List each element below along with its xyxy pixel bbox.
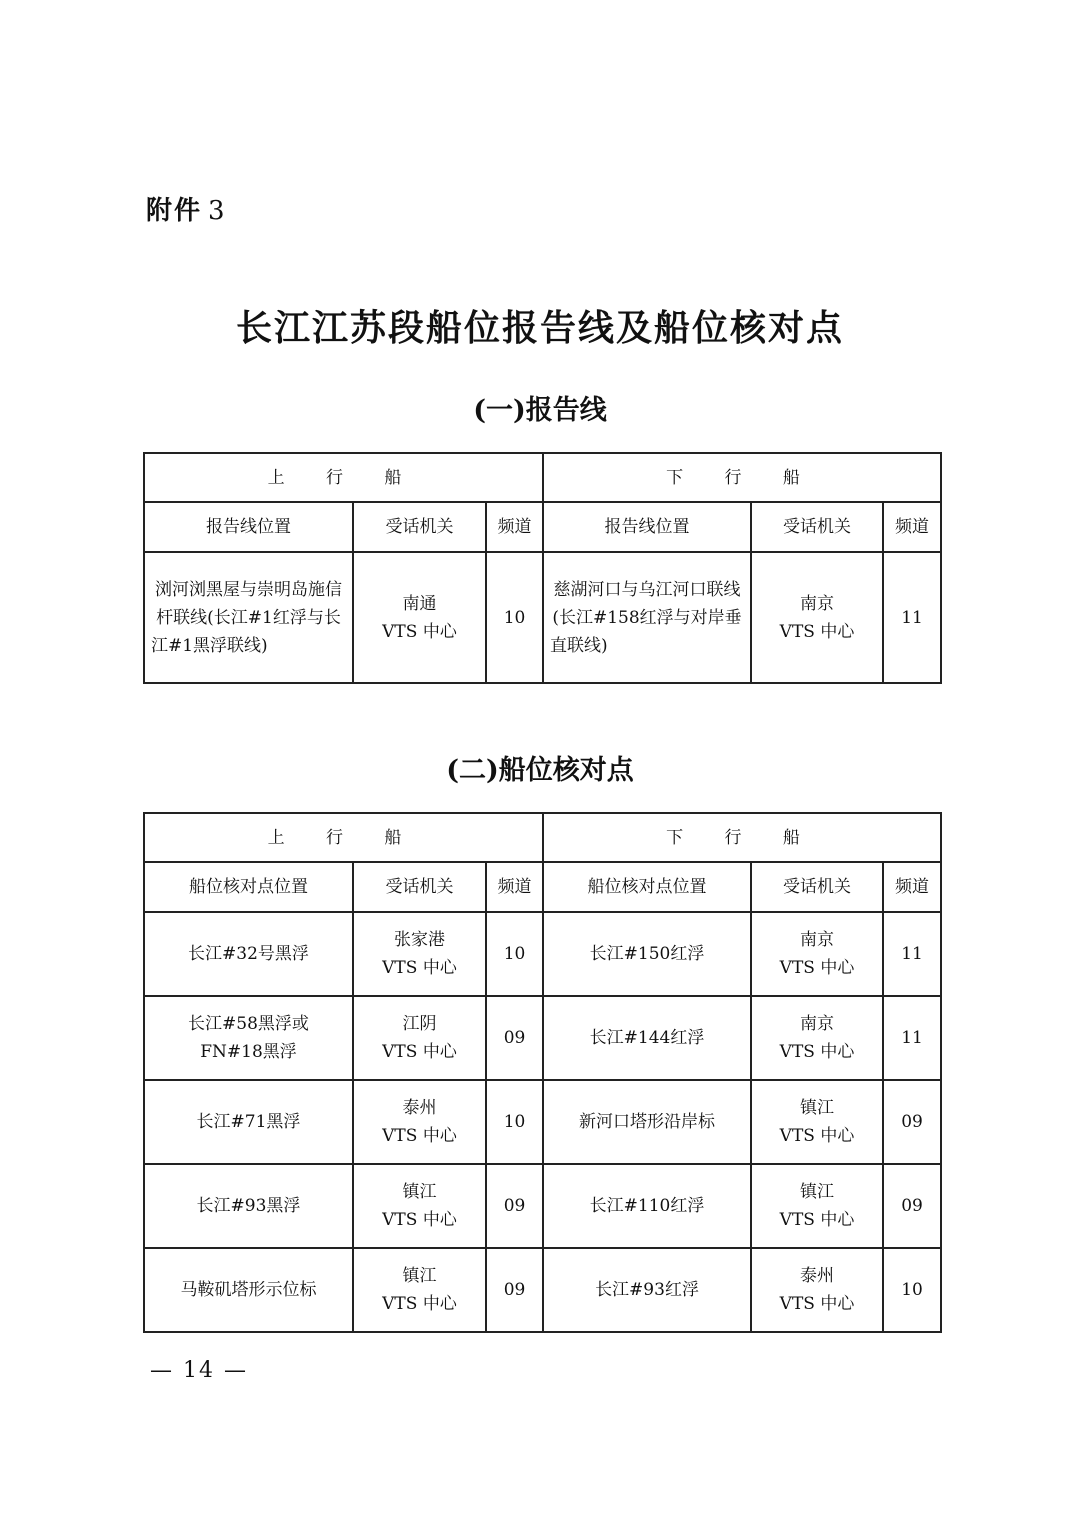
table-row	[144, 1164, 941, 1248]
up-station: 镇江 VTS 中心	[353, 1164, 486, 1248]
column-header-row	[144, 862, 941, 912]
checkpoint-table	[143, 812, 942, 1333]
down-station: 镇江 VTS 中心	[751, 1080, 883, 1164]
col-up-location: 报告线位置	[144, 502, 353, 552]
group-header-row	[144, 813, 941, 862]
page-title: 长江江苏段船位报告线及船位核对点	[235, 307, 844, 349]
down-channel: 11	[883, 996, 941, 1080]
col-down-channel: 频道	[883, 502, 941, 552]
up-location: 浏河浏黑屋与崇明岛施信杆联线(长江#1红浮与长江#1黑浮联线)	[144, 552, 353, 683]
up-location: 长江#93黑浮	[144, 1164, 353, 1248]
down-channel: 09	[883, 1080, 941, 1164]
col-up-location: 船位核对点位置	[144, 862, 353, 912]
col-up-channel: 频道	[486, 862, 543, 912]
table-row	[144, 552, 941, 683]
group-header-row	[144, 453, 941, 502]
up-location: 长江#71黑浮	[144, 1080, 353, 1164]
up-location: 马鞍矶塔形示位标	[144, 1248, 353, 1332]
col-up-channel: 频道	[486, 502, 543, 552]
up-channel: 10	[486, 552, 543, 683]
up-channel: 09	[486, 1248, 543, 1332]
down-station: 镇江 VTS 中心	[751, 1164, 883, 1248]
table-row	[144, 912, 941, 996]
up-station: 张家港 VTS 中心	[353, 912, 486, 996]
down-channel: 09	[883, 1164, 941, 1248]
up-station: 镇江 VTS 中心	[353, 1248, 486, 1332]
down-location: 长江#150红浮	[543, 912, 751, 996]
down-station: 南京 VTS 中心	[751, 912, 883, 996]
down-channel: 10	[883, 1248, 941, 1332]
col-down-station: 受话机关	[751, 502, 883, 552]
section1-heading: (一)报告线	[473, 395, 607, 426]
up-channel: 09	[486, 996, 543, 1080]
group-up-header: 上 行 船	[144, 453, 543, 502]
page-number: — 14 —	[150, 1358, 248, 1383]
group-down-header: 下 行 船	[543, 453, 941, 502]
down-location: 长江#144红浮	[543, 996, 751, 1080]
group-down-header: 下 行 船	[543, 813, 941, 862]
up-station: 南通 VTS 中心	[353, 552, 486, 683]
col-up-station: 受话机关	[353, 862, 486, 912]
down-station: 泰州 VTS 中心	[751, 1248, 883, 1332]
down-location: 新河口塔形沿岸标	[543, 1080, 751, 1164]
col-down-channel: 频道	[883, 862, 941, 912]
attachment-number: 3	[208, 196, 227, 226]
attachment-label	[146, 190, 227, 227]
down-location: 慈湖河口与乌江河口联线(长江#158红浮与对岸垂直联线)	[543, 552, 751, 683]
section2-heading: (二)船位核对点	[446, 755, 634, 786]
down-station: 南京 VTS 中心	[751, 552, 883, 683]
up-channel: 10	[486, 912, 543, 996]
down-station: 南京 VTS 中心	[751, 996, 883, 1080]
up-station: 泰州 VTS 中心	[353, 1080, 486, 1164]
col-down-location: 船位核对点位置	[543, 862, 751, 912]
up-station: 江阴 VTS 中心	[353, 996, 486, 1080]
attachment-text: 附件	[146, 196, 203, 226]
col-down-location: 报告线位置	[543, 502, 751, 552]
column-header-row	[144, 502, 941, 552]
down-location: 长江#110红浮	[543, 1164, 751, 1248]
table-row	[144, 996, 941, 1080]
group-up-header: 上 行 船	[144, 813, 543, 862]
col-up-station: 受话机关	[353, 502, 486, 552]
table-row	[144, 1080, 941, 1164]
up-channel: 09	[486, 1164, 543, 1248]
table-row	[144, 1248, 941, 1332]
report-line-table	[143, 452, 942, 684]
down-location: 长江#93红浮	[543, 1248, 751, 1332]
up-location: 长江#32号黑浮	[144, 912, 353, 996]
down-channel: 11	[883, 912, 941, 996]
up-location: 长江#58黑浮或 FN#18黑浮	[144, 996, 353, 1080]
down-channel: 11	[883, 552, 941, 683]
col-down-station: 受话机关	[751, 862, 883, 912]
up-channel: 10	[486, 1080, 543, 1164]
